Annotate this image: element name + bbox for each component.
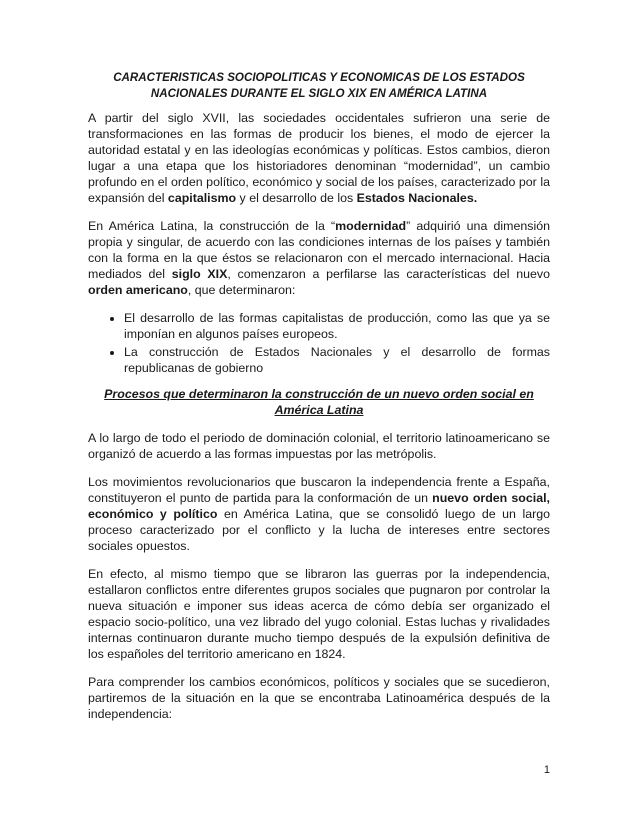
p4-bold-nuevo-orden: nuevo orden social, económico y político — [88, 491, 550, 521]
title-line-1: CARACTERISTICAS SOCIOPOLITICAS Y ECONOMICAS DE LOS ESTADOS — [113, 71, 525, 84]
p4-text-1: Los movimientos revolucionarios que buscaron la independencia frente a España, constituyeron el punto de partida para la conformación de un — [88, 475, 550, 505]
subtitle-line-1: Procesos que determinaron la construcción de un nuevo orden social en — [104, 387, 534, 401]
paragraph-4 — [88, 474, 550, 554]
bullet-list — [88, 310, 550, 376]
title-line-2: NACIONALES DURANTE EL SIGLO XIX EN AMÉRICA LATINA — [150, 87, 488, 100]
p2-text-4: , que determinaron: — [187, 283, 296, 297]
p1-bold-capitalismo: capitalismo — [167, 191, 237, 205]
p1-bold-estados: Estados Nacionales. — [356, 191, 478, 205]
p2-text-3: , comenzaron a perfilarse las características del nuevo — [227, 267, 550, 281]
p4-text-2: en América Latina, que se consolidó luego de un largo proceso caracterizado por el conflicto y la lucha de intereses entre sectores sociales opuestos. — [88, 507, 550, 553]
p2-bold-modernidad: modernidad — [335, 219, 407, 233]
p2-text-1: En América Latina, la construcción de la “ — [88, 219, 336, 233]
bullet-item-1: • El desarrollo de las formas capitalistas de producción, como las que ya se imponían en algunos países europeos. — [124, 310, 550, 342]
paragraph-3: A lo largo de todo el periodo de dominación colonial, el territorio latinoamericano se organizó de acuerdo a las formas impuestas por las metrópolis. — [88, 431, 550, 461]
paragraph-1 — [88, 110, 550, 206]
document-page — [88, 70, 550, 734]
subtitle-line-2: América Latina — [274, 403, 364, 417]
bullet-item-2: • La construcción de Estados Nacionales y el desarrollo de formas republicanas de gobierno — [124, 344, 550, 376]
p2-text-2: ” adquirió una dimensión propia y singular, de acuerdo con las condiciones internas de los países y también con la forma en la que éstos se relacionaron con el mercado internacional. Hacia mediados del — [88, 219, 550, 281]
page-number: 1 — [543, 764, 550, 776]
paragraph-6: Para comprender los cambios económicos, políticos y sociales que se sucedieron, partiremos de la situación en la que se encontraba Latinoamérica después de la independencia: — [88, 675, 550, 721]
p2-bold-orden: orden americano — [88, 283, 188, 297]
section-subtitle — [88, 386, 550, 418]
paragraph-5: En efecto, al mismo tiempo que se libraron las guerras por la independencia, estallaron conflictos entre diferentes grupos sociales que pugnaron por controlar la nueva situación e imponer sus ideas acerca de cómo debía ser organizado el espacio socio-político, una vez librado del yugo colonial. Estas luchas y rivalidades internas continuaron durante mucho tiempo después de la expulsión definitiva de los españoles del territorio americano en 1824. — [88, 567, 550, 661]
document-title — [88, 70, 550, 102]
p1-text-2: y el desarrollo de los — [236, 191, 357, 205]
p2-bold-siglo: siglo XIX — [171, 267, 228, 281]
paragraph-2 — [88, 218, 550, 298]
p1-text-1: A partir del siglo XVII, las sociedades occidentales sufrieron una serie de transformaciones en las formas de producir los bienes, el modo de ejercer la autoridad estatal y en las ideologías económicas y políticas. Estos cambios, dieron lugar a una etapa que los historiadores denominan “modernidad”, un cambio profundo en el orden político, económico y social de los países, caracterizado por la expansión del — [88, 111, 550, 205]
